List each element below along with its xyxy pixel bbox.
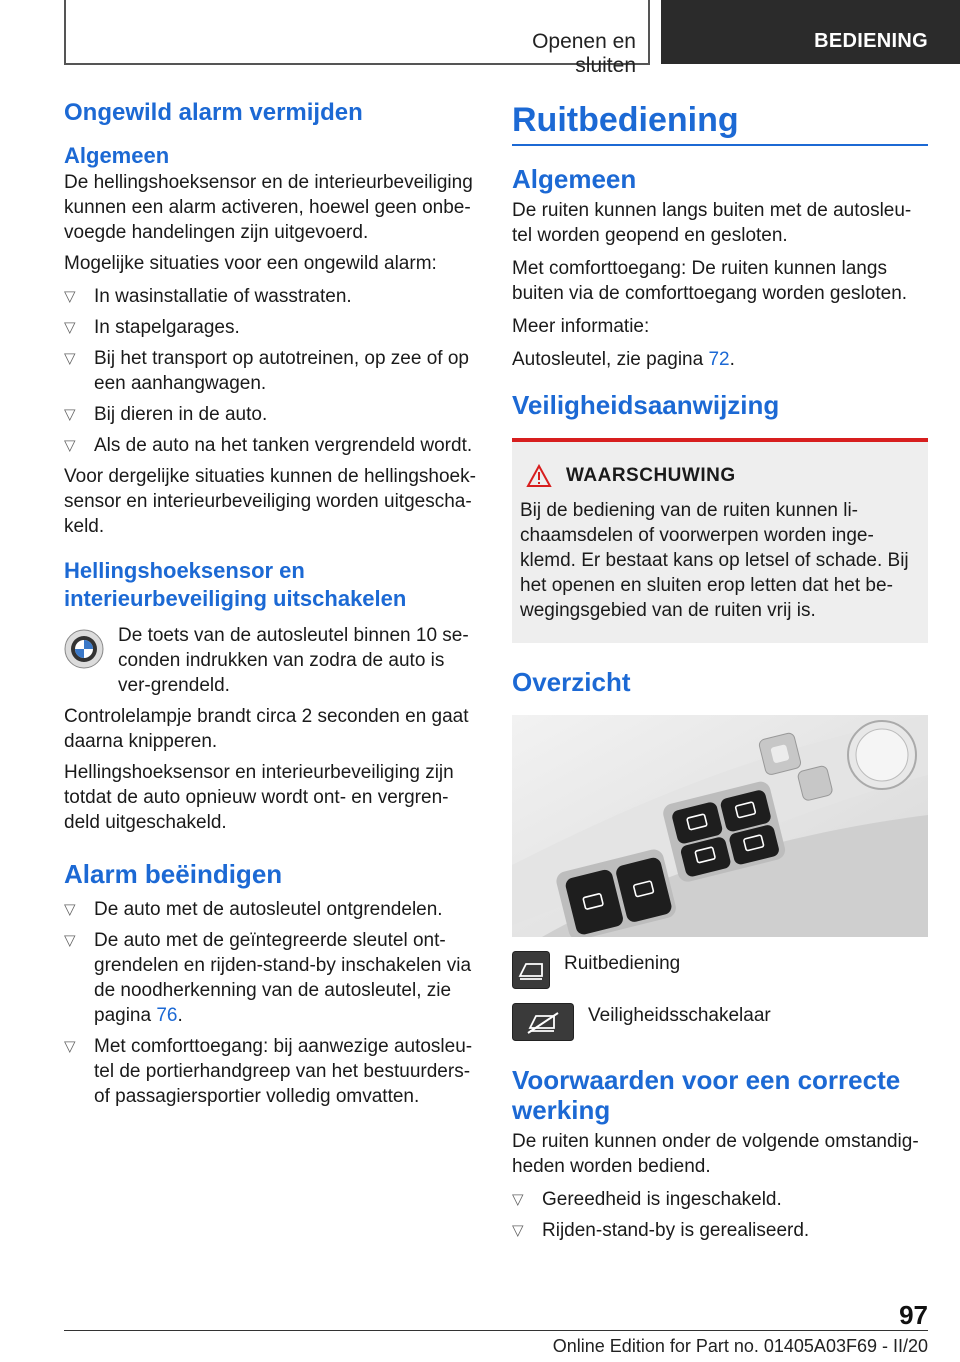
page-link-72[interactable]: 72	[708, 349, 730, 370]
header-chapter-tab	[661, 0, 960, 64]
warning-triangle-icon	[526, 464, 552, 488]
key-button-instruction	[64, 623, 476, 698]
bullet-triangle-icon: ▽	[64, 932, 76, 949]
legend-label: Veiligheidsschakelaar	[588, 1005, 771, 1026]
paragraph: De toets van de autosleutel binnen 10 se-conden indrukken van zodra de auto is ver-grendeld.	[118, 625, 469, 696]
heading-algemeen-left: Algemeen	[64, 143, 170, 168]
heading-veiligheidsaanwijzing: Veiligheidsaanwijzing	[512, 390, 780, 420]
header-left-rule	[64, 0, 66, 64]
heading-ruitbediening: Ruitbediening	[512, 101, 739, 139]
list-item: ▽ De auto met de geïntegreerde sleutel ont-grendelen en rijden-stand-by inschakelen via de noodherkenning van de autosleutel, zie pagina 76.	[64, 930, 472, 1026]
list-item: ▽ Met comforttoegang: bij aanwezige autosleu-tel de portierhandgreep van het bestuurders-of passagiersportier volledig omvatten.	[64, 1036, 473, 1107]
warning-box	[512, 438, 928, 643]
list-item: ▽ In stapelgarages.	[64, 317, 240, 338]
bullet-triangle-icon: ▽	[64, 901, 76, 918]
list-item: ▽ Rijden-stand-by is gerealiseerd.	[512, 1220, 810, 1241]
paragraph: Hellingshoeksensor en interieurbeveiliging zijn totdat de auto opnieuw wordt ont- en vergren-deld uitgeschakeld.	[64, 762, 454, 833]
bullet-triangle-icon: ▽	[64, 288, 76, 305]
bullet-triangle-icon: ▽	[64, 350, 76, 367]
legend-veiligheidsschakelaar	[512, 1003, 928, 1041]
paragraph: De ruiten kunnen langs buiten met de autosleu-tel worden geopend en gesloten.	[512, 200, 912, 246]
safety-switch-icon	[512, 1003, 574, 1041]
legend-label: Ruitbediening	[564, 953, 681, 974]
bullet-triangle-icon: ▽	[512, 1222, 524, 1239]
window-lift-icon	[512, 951, 550, 989]
list-item: ▽ Bij het transport op autotreinen, op zee of op een aanhangwagen.	[64, 348, 469, 394]
paragraph: Autosleutel, zie pagina 72.	[512, 349, 735, 370]
header-section-title: Openen en sluiten	[532, 30, 636, 77]
paragraph: Voor dergelijke situaties kunnen de hellingshoek-sensor en interieurbeveiliging worden uitgescha-keld.	[64, 466, 476, 537]
page-number: 97	[899, 1300, 928, 1330]
bullet-list-alarm	[64, 897, 476, 1109]
legend-ruitbediening	[512, 951, 928, 989]
list-item: ▽ Bij dieren in de auto.	[64, 404, 268, 425]
bullet-triangle-icon: ▽	[64, 1038, 76, 1055]
paragraph: De ruiten kunnen onder de volgende omstandig-heden worden bediend.	[512, 1131, 919, 1177]
heading-algemeen-right: Algemeen	[512, 164, 637, 194]
list-item: ▽ De auto met de autosleutel ontgrendelen.	[64, 899, 443, 920]
bmw-key-button-icon	[64, 629, 104, 669]
footer-edition: Online Edition for Part no. 01405A03F69 - II/20	[552, 1336, 928, 1356]
paragraph: Meer informatie:	[512, 316, 650, 337]
list-item: ▽ Gereedheid is ingeschakeld.	[512, 1189, 782, 1210]
bullet-triangle-icon: ▽	[64, 319, 76, 336]
bullet-list-situations	[64, 284, 476, 458]
warning-text: Bij de bediening van de ruiten kunnen li-chaamsdelen of voorwerpen worden inge-klemd. Er bestaat kans op letsel of schade. Bij het openen en sluiten erop letten dat het be-wegingsgebied van de ruiten vrij is.	[520, 500, 909, 621]
heading-alarm-beeindigen: Alarm beëindigen	[64, 859, 283, 889]
list-item: ▽ In wasinstallatie of wasstraten.	[64, 286, 352, 307]
page-link-76[interactable]: 76	[156, 1005, 178, 1026]
paragraph: Controlelampje brandt circa 2 seconden en gaat daarna knipperen.	[64, 706, 469, 752]
bullet-list-conditions	[512, 1187, 928, 1243]
warning-header	[526, 464, 918, 488]
heading-hellingshoeksensor: Hellingshoeksensor en interieurbeveiliging uitschakelen	[64, 558, 407, 611]
heading-overzicht: Overzicht	[512, 667, 631, 697]
bullet-triangle-icon: ▽	[512, 1191, 524, 1208]
right-column	[512, 98, 928, 1243]
left-column	[64, 98, 476, 1109]
header-chapter-label: BEDIENING	[814, 30, 928, 52]
heading-ongewild-alarm: Ongewild alarm vermijden	[64, 99, 363, 126]
warning-title: WAARSCHUWING	[566, 465, 736, 486]
bullet-triangle-icon: ▽	[64, 406, 76, 423]
list-item: ▽ Als de auto na het tanken vergrendeld wordt.	[64, 435, 473, 456]
paragraph: De hellingshoeksensor en de interieurbeveiliging kunnen een alarm activeren, hoewel geen onbe-voegde handelingen zijn uitgevoerd.	[64, 172, 473, 243]
footer-rule	[64, 1330, 928, 1331]
header-separator	[648, 0, 650, 64]
bullet-triangle-icon: ▽	[64, 437, 76, 454]
paragraph: Mogelijke situaties voor een ongewild alarm:	[64, 253, 437, 274]
paragraph: Met comforttoegang: De ruiten kunnen langs buiten via de comforttoegang worden gesloten.	[512, 258, 908, 304]
heading-voorwaarden: Voorwaarden voor een correcte werking	[512, 1065, 901, 1125]
window-switches-photo	[512, 715, 928, 937]
